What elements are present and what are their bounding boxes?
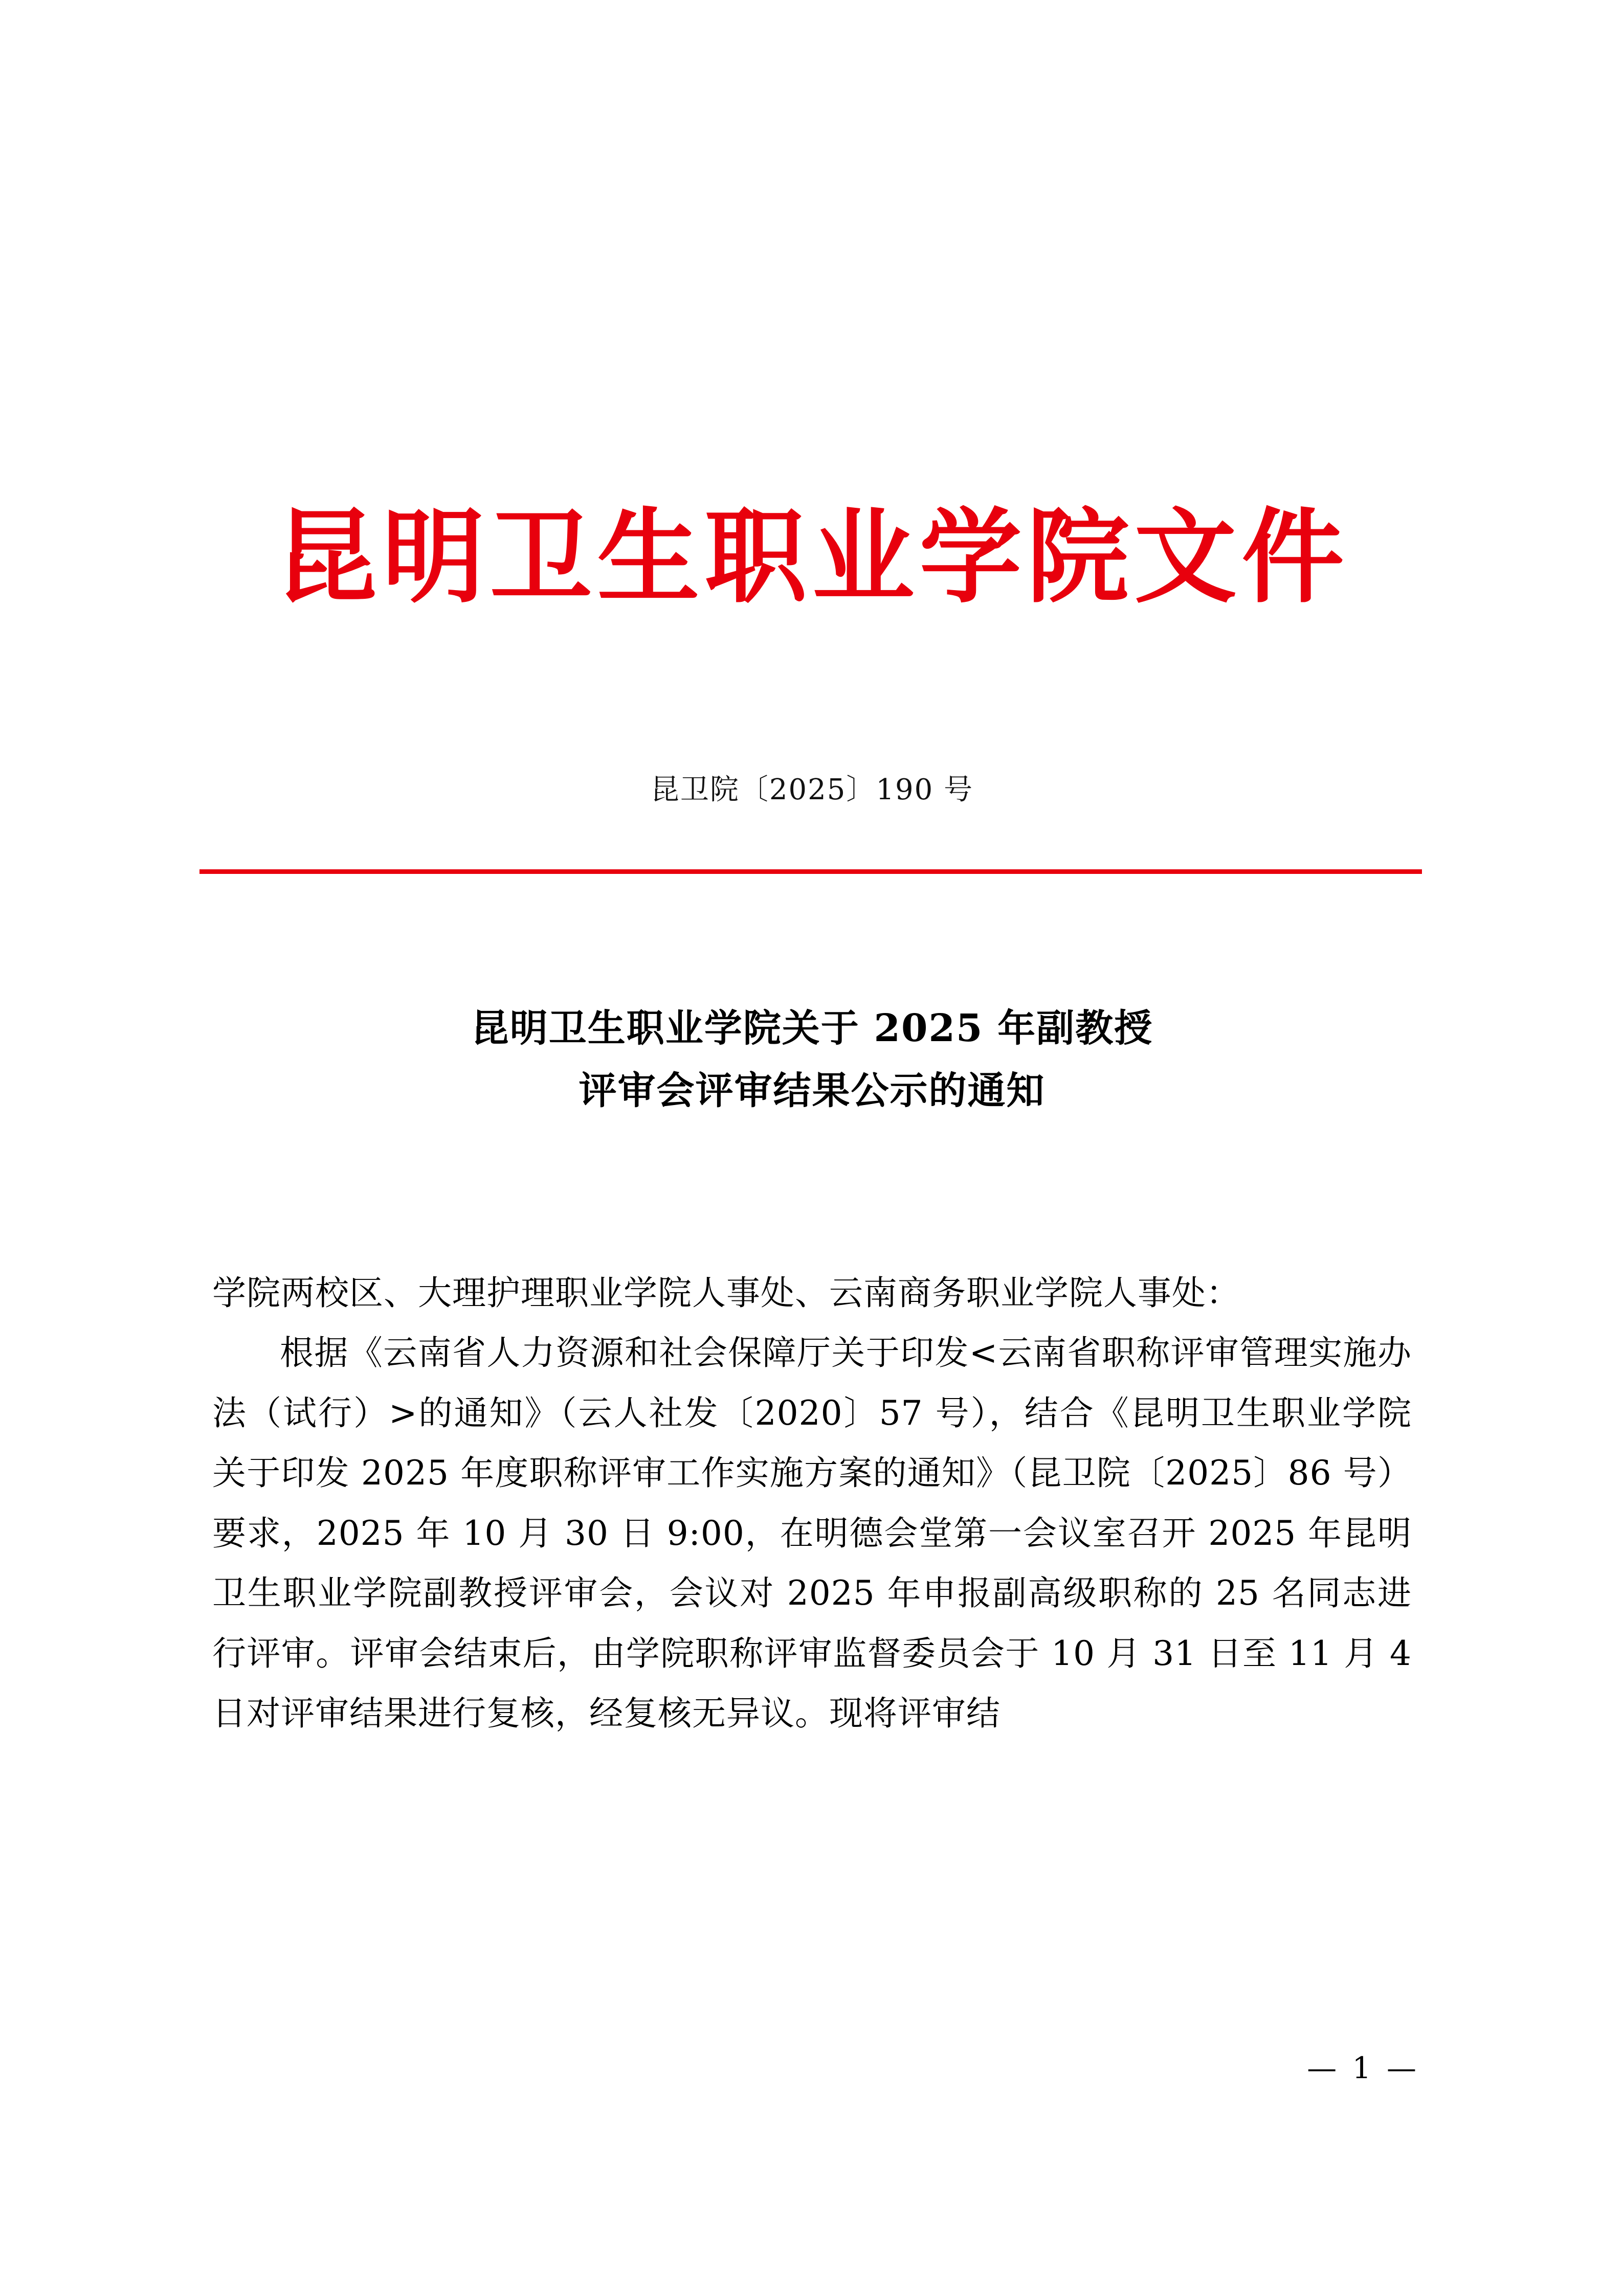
document-subject-title	[0, 997, 1624, 1122]
organization-title: 昆明卫生职业学院文件	[275, 497, 1349, 617]
document-number: 昆卫院〔2025〕190 号	[650, 773, 974, 806]
page-number: — 1 —	[1307, 2051, 1419, 2085]
body-paragraph-1: 根据《云南省人力资源和社会保障厅关于印发<云南省职称评审管理实施办法（试行）>的通知》（云人社发〔2020〕57 号），结合《昆明卫生职业学院关于印发 2025 年度职称评审工作实施方案的通知》（昆卫院〔2025〕86 号）要求，2025 年 10 月 30 日 9:00，在明德会堂第一会议室召开 2025 年昆明卫生职业学院副教授评审会，会议对 2025 年申报副高级职称的 25 名同志进行评审。评审会结束后，由学院职称评审监督委员会于 10 月 31 日至 11 月 4 日对评审结果进行复核，经复核无异议。现将评审结	[212, 1333, 1412, 1734]
subject-line-2: 评审会评审结果公示的通知	[579, 1069, 1045, 1113]
red-divider-line	[199, 869, 1422, 874]
document-header	[0, 497, 1624, 617]
recipients-line: 学院两校区、大理护理职业学院人事处、云南商务职业学院人事处：	[212, 1273, 1240, 1313]
document-body	[212, 1263, 1412, 1744]
subject-line-1: 昆明卫生职业学院关于 2025 年副教授	[471, 1006, 1153, 1050]
